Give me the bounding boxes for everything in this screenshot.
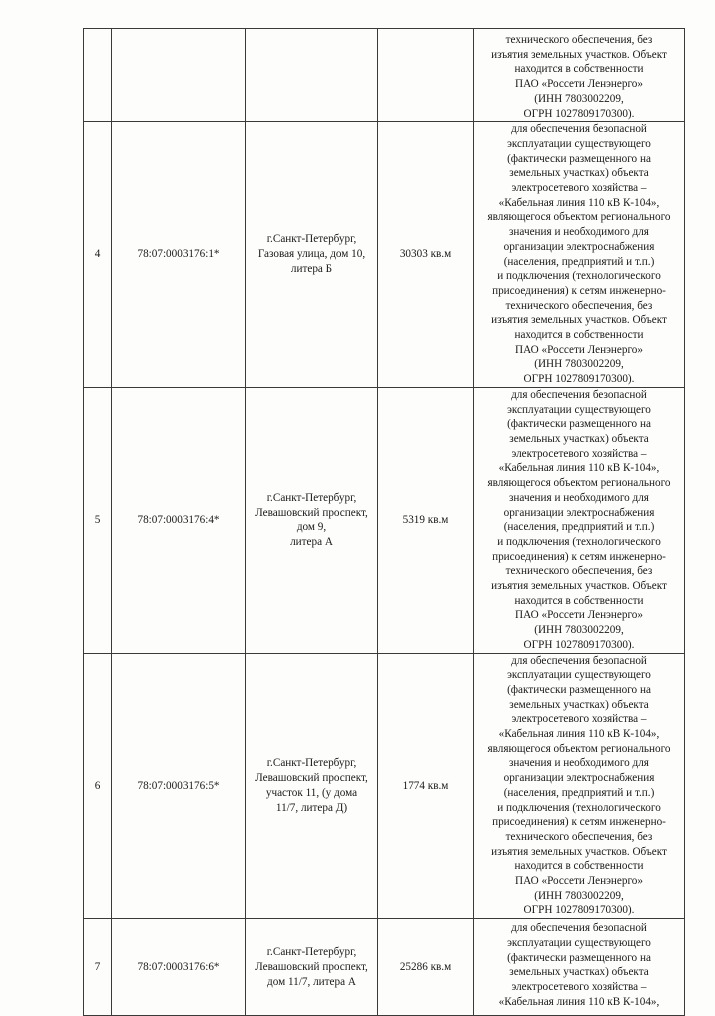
row-number-cell: 7	[84, 919, 112, 1016]
table-row	[84, 919, 685, 1016]
description-line: (ИНН 7803002209,	[534, 889, 624, 902]
description-line: земельных участках) объекта	[509, 698, 649, 711]
address-line: литера Б	[290, 262, 333, 275]
description-line: и подключения (технологического	[497, 270, 661, 283]
address-line: г.Санкт-Петербург,	[266, 233, 357, 246]
purpose-description-cell	[474, 122, 685, 388]
description-line: эксплуатации существующего	[507, 936, 651, 949]
description-line: для обеспечения безопасной	[511, 922, 647, 935]
description-line: «Кабельная линия 110 кВ К-104»,	[498, 462, 660, 475]
description-line: ОГРН 1027809170300).	[523, 373, 635, 386]
description-line: значения и необходимого для	[509, 757, 649, 770]
description-line: электросетевого хозяйства –	[511, 182, 647, 195]
description-line: организации электроснабжения	[503, 240, 655, 253]
description-line: значения и необходимого для	[509, 491, 649, 504]
cadastral-number-cell: 78:07:0003176:4*	[112, 387, 246, 653]
area-cell	[378, 29, 474, 122]
address-line: дом 9,	[296, 521, 327, 534]
description-line: ПАО «Россети Ленэнерго»	[515, 78, 643, 91]
description-line: эксплуатации существующего	[507, 137, 651, 150]
description-line: для обеспечения безопасной	[511, 654, 647, 667]
description-line: являющегося объектом регионального	[487, 211, 671, 224]
description-line: (фактически размещенного на	[507, 683, 651, 696]
description-line: (фактически размещенного на	[507, 152, 651, 165]
description-line: изъятия земельных участков. Объект	[491, 845, 667, 858]
row-number-cell: 5	[84, 387, 112, 653]
description-line: (населения, предприятий и т.п.)	[503, 521, 655, 534]
address-line: литера А	[290, 535, 333, 548]
address-line: Левашовский проспект,	[255, 772, 368, 785]
description-line: находится в собственности	[514, 860, 644, 873]
address-line: г.Санкт-Петербург,	[266, 491, 357, 504]
description-line: ОГРН 1027809170300).	[523, 107, 635, 120]
cadastral-number-cell	[112, 29, 246, 122]
area-cell: 5319 кв.м	[378, 387, 474, 653]
area-cell: 1774 кв.м	[378, 653, 474, 919]
description-line: электросетевого хозяйства –	[511, 713, 647, 726]
description-line: «Кабельная линия 110 кВ К-104»,	[498, 196, 660, 209]
address-line: дом 11/7, литера А	[267, 975, 356, 988]
purpose-description-cell	[474, 919, 685, 1016]
description-line: изъятия земельных участков. Объект	[491, 48, 667, 61]
description-line: присоединения) к сетям инженерно-	[492, 816, 666, 829]
description-line: присоединения) к сетям инженерно-	[492, 284, 666, 297]
description-line: и подключения (технологического	[497, 801, 661, 814]
description-line: ПАО «Россети Ленэнерго»	[515, 875, 643, 888]
description-line: значения и необходимого для	[509, 226, 649, 239]
description-line: (населения, предприятий и т.п.)	[503, 786, 655, 799]
description-line: электросетевого хозяйства –	[511, 447, 647, 460]
cadastral-number-cell: 78:07:0003176:1*	[112, 122, 246, 388]
purpose-description-cell	[474, 29, 685, 122]
purpose-description-cell	[474, 653, 685, 919]
address-line: Левашовский проспект,	[255, 506, 368, 519]
row-number-cell	[84, 29, 112, 122]
description-line: «Кабельная линия 110 кВ К-104»,	[498, 728, 660, 741]
address-line: участок 11, (у дома	[265, 786, 358, 799]
area-cell: 30303 кв.м	[378, 122, 474, 388]
description-line: технического обеспечения, без	[505, 565, 653, 578]
description-line: (фактически размещенного на	[507, 951, 651, 964]
description-line: (ИНН 7803002209,	[534, 358, 624, 371]
address-line: Левашовский проспект,	[255, 960, 368, 973]
description-line: находится в собственности	[514, 63, 644, 76]
address-cell	[246, 653, 378, 919]
description-line: ОГРН 1027809170300).	[523, 904, 635, 917]
description-line: присоединения) к сетям инженерно-	[492, 550, 666, 563]
description-line: изъятия земельных участков. Объект	[491, 314, 667, 327]
description-line: технического обеспечения, без	[505, 34, 653, 46]
table-row	[84, 122, 685, 388]
description-line: эксплуатации существующего	[507, 403, 651, 416]
description-line: находится в собственности	[514, 329, 644, 342]
address-cell	[246, 387, 378, 653]
description-line: ПАО «Россети Ленэнерго»	[515, 609, 643, 622]
description-line: эксплуатации существующего	[507, 669, 651, 682]
description-line: земельных участках) объекта	[509, 167, 649, 180]
table-row	[84, 653, 685, 919]
address-line: Газовая улица, дом 10,	[257, 248, 366, 261]
description-line: ОГРН 1027809170300).	[523, 638, 635, 651]
table-row	[84, 29, 685, 122]
land-plots-table	[83, 28, 685, 1016]
address-line: г.Санкт-Петербург,	[266, 757, 357, 770]
description-line: изъятия земельных участков. Объект	[491, 580, 667, 593]
description-line: для обеспечения безопасной	[511, 388, 647, 401]
description-line: организации электроснабжения	[503, 772, 655, 785]
description-line: технического обеспечения, без	[505, 830, 653, 843]
description-line: (населения, предприятий и т.п.)	[503, 255, 655, 268]
description-line: электросетевого хозяйства –	[511, 981, 647, 993]
address-cell	[246, 29, 378, 122]
description-line: (ИНН 7803002209,	[534, 624, 624, 637]
cadastral-number-cell: 78:07:0003176:5*	[112, 653, 246, 919]
address-line: г.Санкт-Петербург,	[266, 946, 357, 959]
description-line: (фактически размещенного на	[507, 418, 651, 431]
description-line: организации электроснабжения	[503, 506, 655, 519]
description-line: являющегося объектом регионального	[487, 742, 671, 755]
table-row	[84, 387, 685, 653]
row-number-cell: 4	[84, 122, 112, 388]
description-line: ПАО «Россети Ленэнерго»	[515, 343, 643, 356]
description-line: и подключения (технологического	[497, 535, 661, 548]
purpose-description-cell	[474, 387, 685, 653]
address-cell	[246, 919, 378, 1016]
row-number-cell: 6	[84, 653, 112, 919]
area-cell: 25286 кв.м	[378, 919, 474, 1016]
description-line: земельных участках) объекта	[509, 966, 649, 979]
cadastral-number-cell: 78:07:0003176:6*	[112, 919, 246, 1016]
description-line: (ИНН 7803002209,	[534, 92, 624, 105]
description-line: земельных участках) объекта	[509, 432, 649, 445]
address-cell	[246, 122, 378, 388]
address-line: 11/7, литера Д)	[275, 801, 348, 814]
description-line: технического обеспечения, без	[505, 299, 653, 312]
description-line: для обеспечения безопасной	[511, 123, 647, 136]
description-line: «Кабельная линия 110 кВ К-104»,	[498, 995, 660, 1008]
description-line: находится в собственности	[514, 594, 644, 607]
description-line: являющегося объектом регионального	[487, 477, 671, 490]
